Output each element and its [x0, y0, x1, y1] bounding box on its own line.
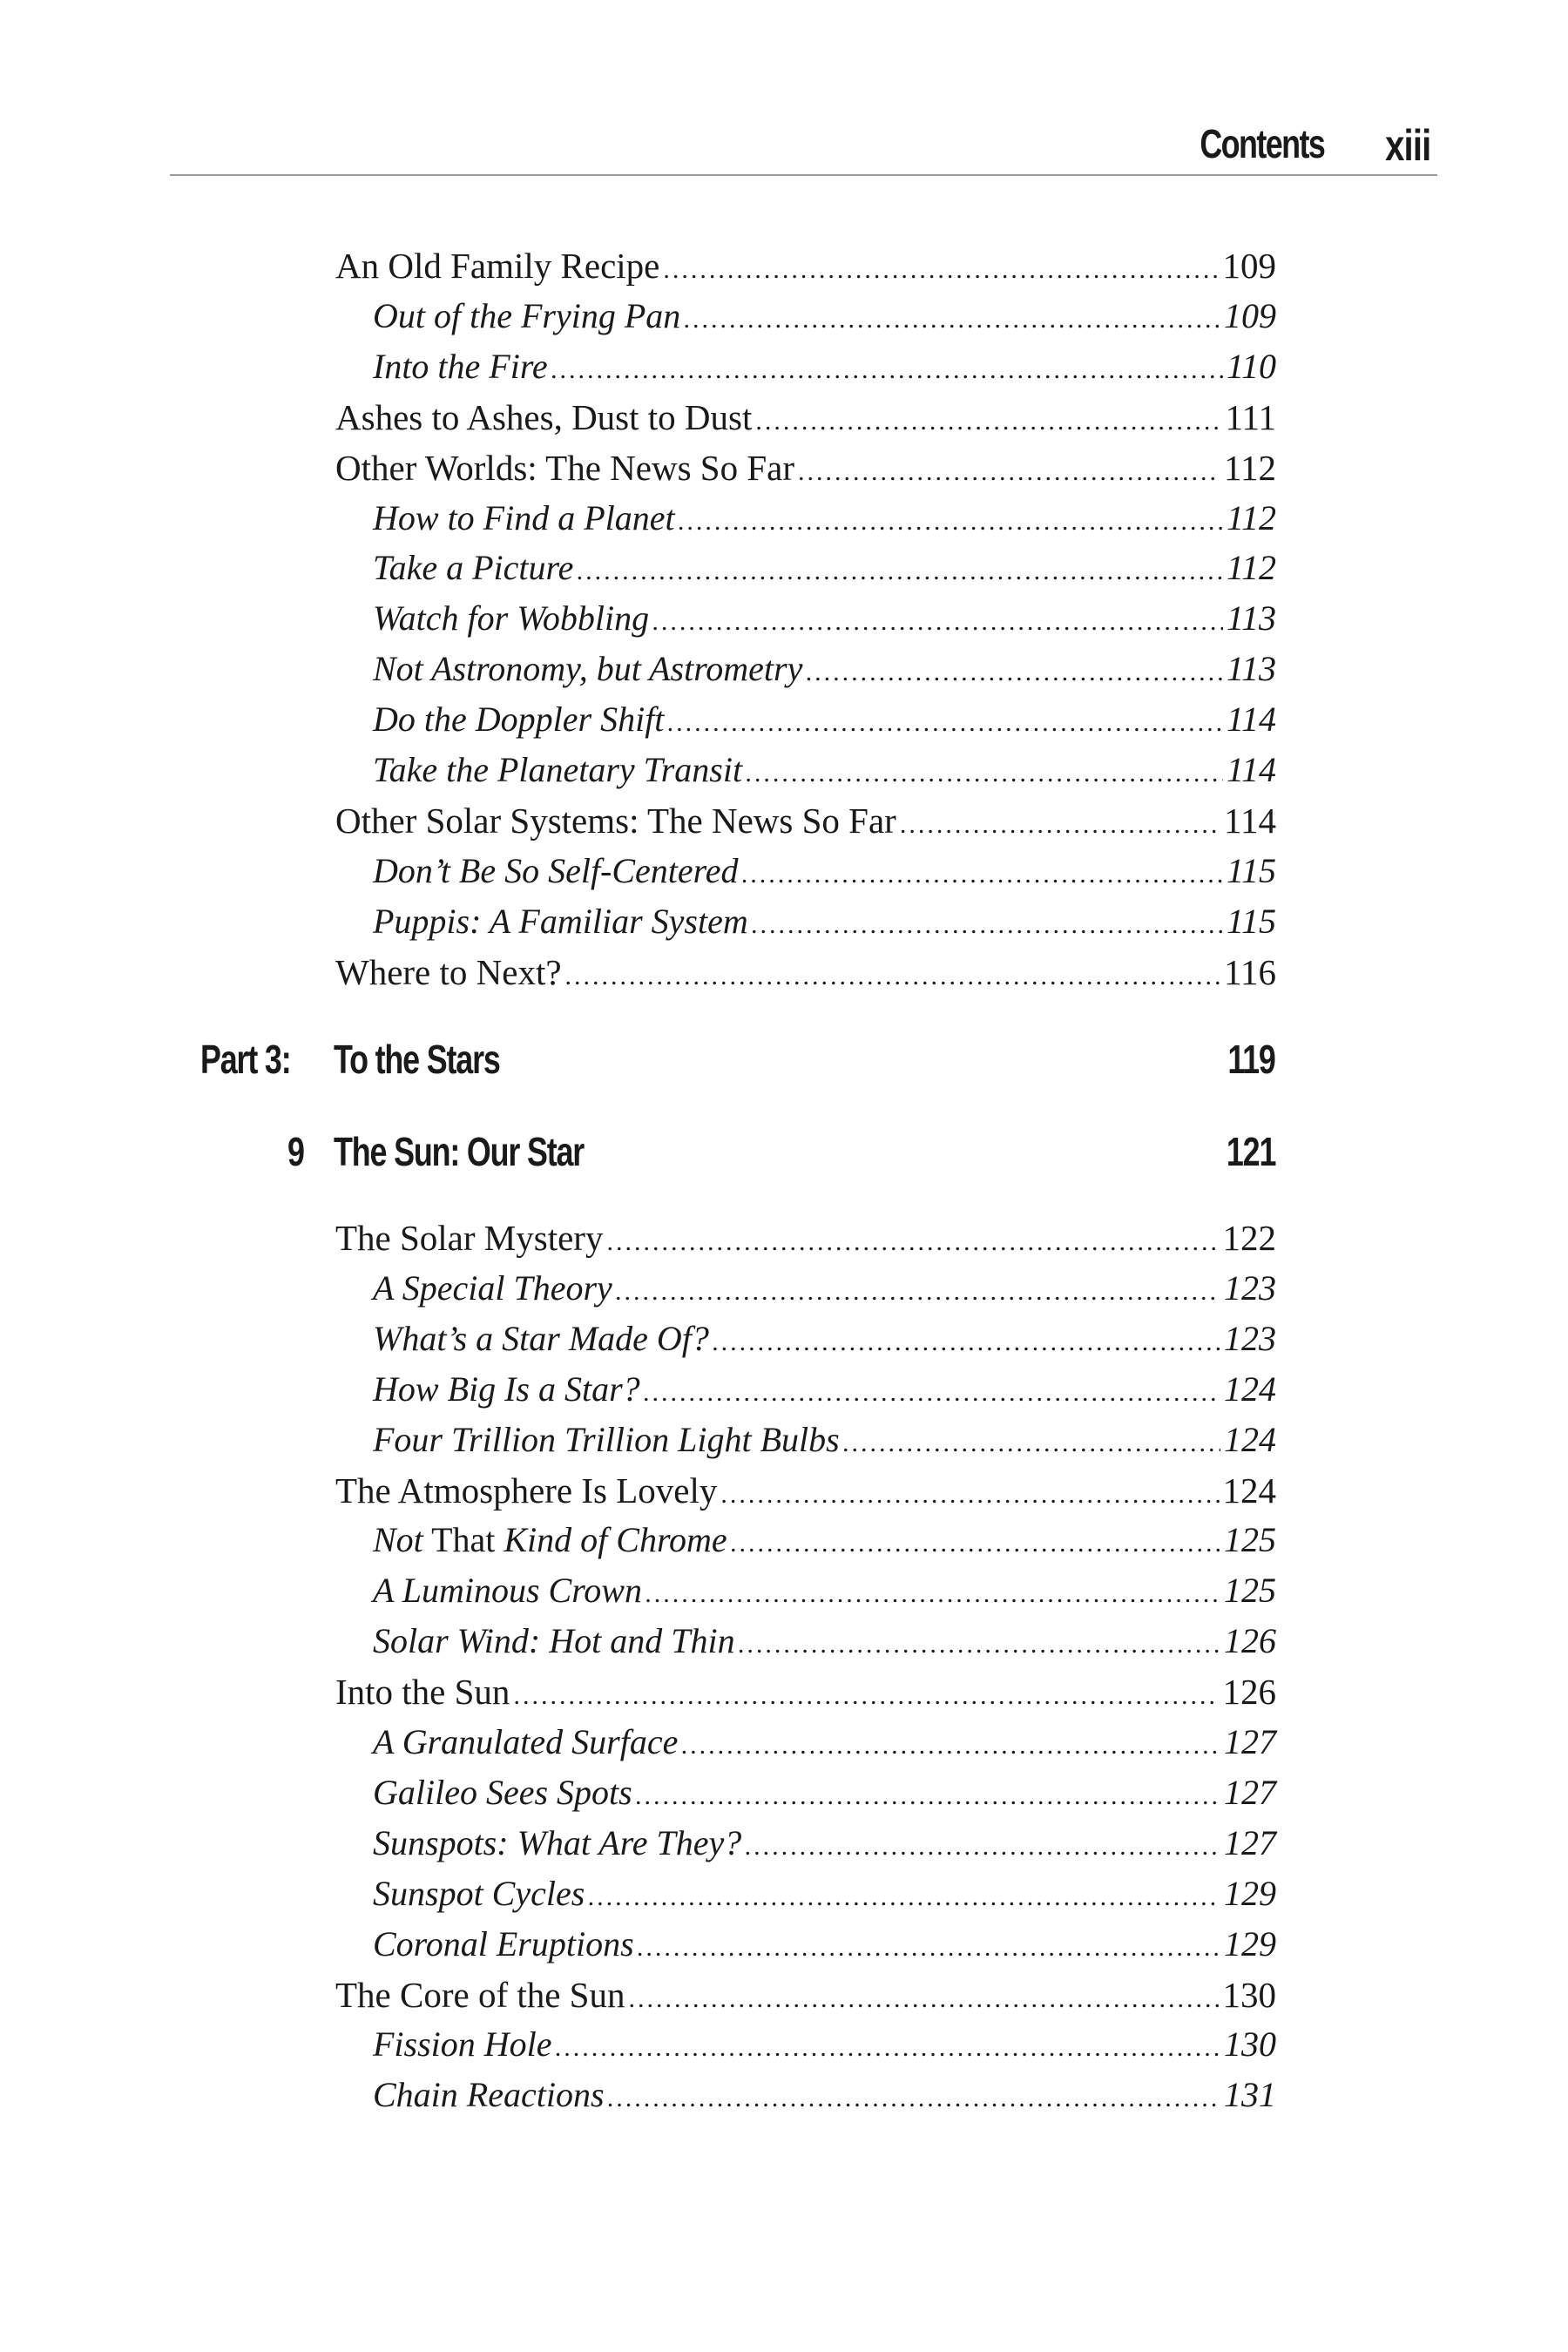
toc-entry-label: Not Astronomy, but Astrometry [373, 649, 803, 689]
part-title[interactable]: To the Stars [334, 1037, 500, 1082]
dot-leader [746, 752, 1223, 795]
toc-entry[interactable] [335, 244, 1276, 287]
dot-leader [798, 450, 1220, 494]
toc-subentry[interactable] [373, 1418, 1276, 1462]
dot-leader [663, 248, 1219, 292]
dot-leader [645, 1572, 1220, 1616]
dot-leader [551, 348, 1223, 392]
toc-entry-page-number: 116 [1224, 951, 1276, 992]
toc-entry-label: A Special Theory [373, 1267, 612, 1308]
part-page-number: 119 [1227, 1037, 1275, 1082]
toc-subentry[interactable] [373, 497, 1276, 540]
toc-entry-label: Out of the Frying Pan [373, 295, 681, 335]
toc-entry-page-number: 112 [1226, 548, 1276, 588]
toc-entry-page-number: 110 [1226, 346, 1276, 386]
toc-entry-label: Puppis: A Familiar System [373, 901, 748, 941]
toc-entry-page-number: 111 [1225, 396, 1276, 437]
toc-subentry[interactable] [373, 2073, 1276, 2117]
toc-entry-page-number: 113 [1226, 649, 1276, 689]
toc-entry[interactable] [335, 950, 1276, 994]
toc-entry-label: Take the Planetary Transit [373, 750, 743, 789]
toc-entry-page-number: 123 [1224, 1318, 1276, 1358]
toc-subentry[interactable] [373, 1872, 1276, 1916]
dot-leader [739, 1623, 1220, 1666]
toc-subentry[interactable] [373, 1720, 1276, 1764]
dot-leader [588, 1876, 1220, 1919]
toc-entry-page-number: 125 [1224, 1571, 1276, 1611]
dot-leader [679, 500, 1223, 544]
toc-entry-page-number: 130 [1224, 2024, 1276, 2065]
toc-entry-page-number: 123 [1224, 1267, 1276, 1308]
toc-entry-page-number: 124 [1224, 1419, 1276, 1459]
toc-subentry[interactable] [373, 748, 1276, 792]
toc-entry-label: Coronal Eruptions [373, 1923, 634, 1963]
toc-entry-page-number: 114 [1224, 800, 1276, 841]
toc-subentry[interactable] [373, 900, 1276, 943]
toc-entry[interactable] [335, 395, 1276, 439]
toc-subentry[interactable] [373, 1368, 1276, 1411]
label-part: That [422, 1520, 504, 1560]
toc-entry-page-number: 124 [1222, 1470, 1276, 1511]
toc-entry[interactable] [335, 1670, 1276, 1713]
toc-entry-label: Galileo Sees Spots [373, 1772, 632, 1812]
toc-subentry[interactable] [373, 1923, 1276, 1966]
toc-entry-page-number: 114 [1226, 700, 1276, 740]
dot-leader [565, 955, 1220, 998]
chapter-page-number: 121 [1226, 1129, 1275, 1174]
toc-entry-label: Where to Next? [335, 951, 562, 992]
toc-entry-page-number: 114 [1226, 750, 1276, 789]
toc-entry-label: Sunspot Cycles [373, 1873, 585, 1913]
toc-entry[interactable] [335, 799, 1276, 842]
toc-entry-label: Solar Wind: Hot and Thin [373, 1621, 735, 1661]
toc-entry-label: Fission Hole [373, 2024, 552, 2065]
toc-entry-label: The Solar Mystery [335, 1218, 604, 1258]
toc-entry-page-number: 112 [1226, 497, 1276, 537]
toc-entry-label: What’s a Star Made Of? [373, 1318, 709, 1358]
dot-leader [577, 550, 1223, 593]
toc-entry-label: Ashes to Ashes, Dust to Dust [335, 396, 753, 437]
dot-leader [752, 903, 1223, 947]
part-label: Part 3: [200, 1037, 291, 1082]
toc-entry-label: Do the Doppler Shift [373, 700, 665, 740]
toc-entry-label: Watch for Wobbling [373, 598, 650, 639]
toc-entry-label: Chain Reactions [373, 2075, 605, 2115]
toc-subentry[interactable] [373, 698, 1276, 741]
dot-leader [556, 2026, 1220, 2070]
dot-leader [608, 2077, 1220, 2120]
toc-subentry[interactable] [373, 1518, 1276, 1562]
toc-entry[interactable] [335, 1216, 1276, 1260]
dot-leader [513, 1674, 1219, 1718]
toc-entry-page-number: 115 [1226, 901, 1276, 941]
label-part: Not [373, 1520, 423, 1560]
dot-leader [606, 1220, 1219, 1264]
dot-leader [667, 701, 1223, 745]
dot-leader [616, 1270, 1220, 1314]
toc-entry-page-number: 126 [1224, 1621, 1276, 1661]
toc-subentry[interactable] [373, 294, 1276, 338]
toc-entry-label: How Big Is a Star? [373, 1369, 640, 1409]
toc-entry-page-number: 130 [1222, 1974, 1276, 2015]
toc-entry[interactable] [335, 446, 1276, 490]
toc-subentry[interactable] [373, 597, 1276, 640]
dot-leader [628, 1977, 1219, 2021]
dot-leader [652, 600, 1223, 644]
toc-entry-label: A Granulated Surface [373, 1722, 679, 1761]
dot-leader [843, 1422, 1220, 1465]
toc-entry-label [373, 1518, 727, 1562]
toc-subentry[interactable] [373, 1317, 1276, 1361]
dot-leader [900, 803, 1220, 847]
toc-subentry[interactable] [373, 345, 1276, 389]
toc-entry-label: Don’t Be So Self-Centered [373, 850, 739, 890]
dot-leader [681, 1724, 1220, 1767]
toc-entry-page-number: 127 [1224, 1722, 1276, 1761]
toc-entry-label: The Atmosphere Is Lovely [335, 1470, 718, 1511]
toc-entry[interactable] [335, 1973, 1276, 2017]
dot-leader [644, 1371, 1220, 1415]
toc-subentry[interactable] [373, 647, 1276, 691]
toc-subentry[interactable] [373, 1619, 1276, 1663]
dot-leader [755, 400, 1221, 443]
toc-entry-label: Other Solar Systems: The News So Far [335, 800, 896, 841]
chapter-title[interactable]: The Sun: Our Star [334, 1129, 585, 1174]
dot-leader [638, 1926, 1220, 1970]
toc-entry-page-number: 126 [1222, 1672, 1276, 1713]
dot-leader [745, 1825, 1220, 1869]
toc-entry[interactable] [335, 1469, 1276, 1512]
toc-entry-label: How to Find a Planet [373, 497, 675, 537]
dot-leader [713, 1321, 1220, 1364]
toc-entry-label: Four Trillion Trillion Light Bulbs [373, 1419, 840, 1459]
toc-subentry[interactable] [373, 849, 1276, 893]
toc-entry-page-number: 129 [1224, 1923, 1276, 1963]
dot-leader [720, 1473, 1219, 1517]
toc-entry-label: Take a Picture [373, 548, 574, 588]
toc-entry-label: Into the Sun [335, 1672, 510, 1713]
toc-subentry[interactable] [373, 546, 1276, 590]
toc-entry-label: Sunspots: What Are They? [373, 1822, 742, 1862]
toc-entry-page-number: 127 [1224, 1772, 1276, 1812]
dot-leader [684, 298, 1220, 341]
toc-entry-label: Other Worlds: The News So Far [335, 447, 794, 488]
running-head-title: Contents [1200, 121, 1324, 166]
toc-entry-page-number: 109 [1222, 246, 1276, 286]
toc-entry-label: Into the Fire [373, 346, 548, 386]
chapter-number: 9 [287, 1129, 304, 1174]
toc-entry-page-number: 115 [1226, 850, 1276, 890]
toc-subentry[interactable] [373, 1821, 1276, 1865]
dot-leader [742, 853, 1223, 896]
running-head [170, 113, 1437, 176]
toc-entry-label: An Old Family Recipe [335, 246, 660, 286]
dot-leader [806, 651, 1223, 694]
toc-subentry[interactable] [373, 1267, 1276, 1310]
toc-subentry[interactable] [373, 2023, 1276, 2066]
toc-entry-label: A Luminous Crown [373, 1571, 642, 1611]
running-head-page-number: xiii [1384, 121, 1430, 170]
dot-leader [636, 1774, 1220, 1818]
toc-entry-page-number: 109 [1224, 295, 1276, 335]
toc-entry-page-number: 131 [1224, 2075, 1276, 2115]
toc-entry-page-number: 112 [1224, 447, 1276, 488]
toc-entry-page-number: 122 [1222, 1218, 1276, 1258]
toc-entry-page-number: 125 [1224, 1520, 1276, 1560]
toc-entry-page-number: 127 [1224, 1822, 1276, 1862]
label-part: Kind of Chrome [504, 1520, 727, 1560]
dot-leader [731, 1522, 1220, 1565]
toc-entry-page-number: 129 [1224, 1873, 1276, 1913]
toc-subentry[interactable] [373, 1771, 1276, 1815]
toc-entry-page-number: 124 [1224, 1369, 1276, 1409]
toc-subentry[interactable] [373, 1569, 1276, 1612]
toc-entry-page-number: 113 [1226, 598, 1276, 639]
toc-entry-label: The Core of the Sun [335, 1974, 625, 2015]
